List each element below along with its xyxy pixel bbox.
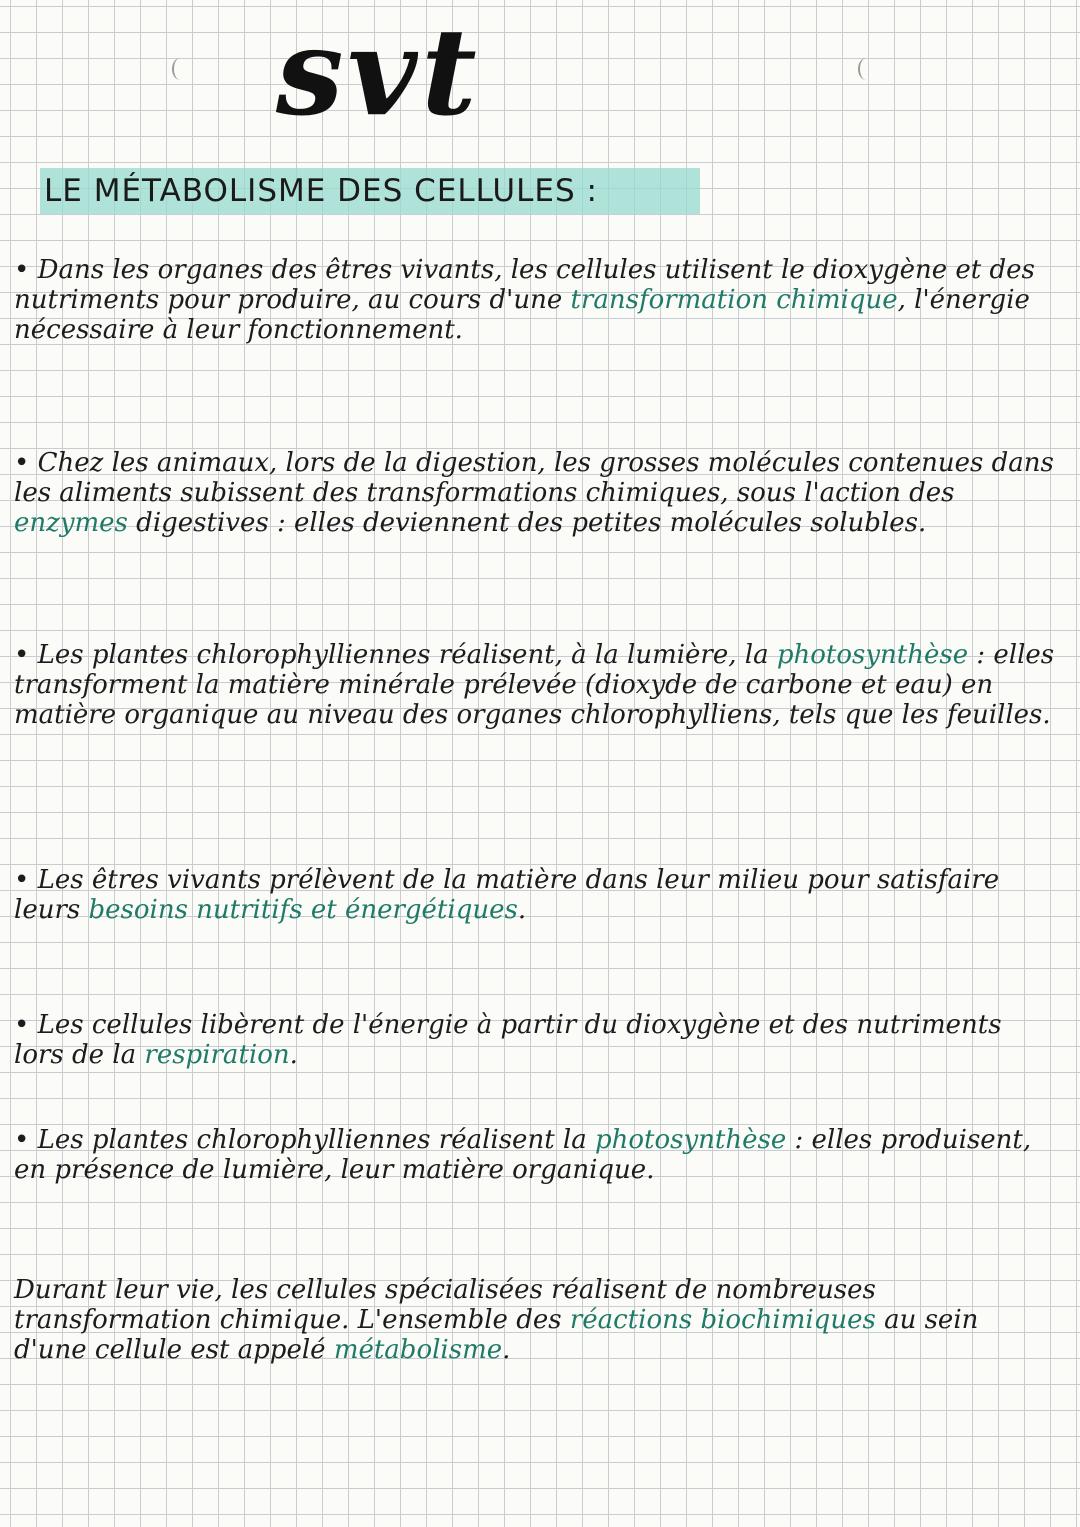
- paragraph-metabolism-definition: [14, 1275, 1059, 1365]
- paragraph-digestion: [14, 448, 1059, 538]
- bullet: •: [14, 640, 30, 670]
- text: Les êtres vivants prélèvent de la matière dans leur milieu pour satisfaire leurs: [14, 865, 1000, 925]
- keyword: métabolisme: [333, 1335, 503, 1365]
- bullet: •: [14, 255, 30, 285]
- paragraph-respiration: [14, 1010, 1059, 1070]
- paragraph-photosynthesis-detail: [14, 640, 1059, 730]
- page-title: svt: [276, 2, 481, 143]
- keyword: besoins nutritifs et énergétiques: [88, 895, 518, 925]
- binder-hole-right: [858, 58, 874, 80]
- keyword: transformation chimique: [570, 285, 898, 315]
- section-heading: LE MÉTABOLISME DES CELLULES :: [40, 168, 700, 214]
- text: Chez les animaux, lors de la digestion, les grosses molécules contenues dans les aliments subissent des transformations chimiques, sous l'action des: [14, 448, 1054, 508]
- text: digestives : elles deviennent des petites molécules solubles.: [127, 508, 927, 538]
- text: Les plantes chlorophylliennes réalisent la: [37, 1125, 595, 1155]
- bullet: •: [14, 1125, 30, 1155]
- keyword: enzymes: [14, 508, 128, 538]
- keyword: photosynthèse: [594, 1125, 787, 1155]
- text: .: [517, 895, 527, 925]
- text: .: [502, 1335, 511, 1365]
- text: .: [289, 1040, 298, 1070]
- text: Les plantes chlorophylliennes réalisent, à la lumière, la: [37, 640, 777, 670]
- text: : elles transforment la matière minérale prélevée (dioxyde de carbone et eau) en matière organique au niveau des organes chlorophylliens, tels que les feuilles.: [14, 640, 1055, 730]
- text: Dans les organes des êtres vivants, les cellules utilisent le dioxygène et des nutriments pour produire, au cours d'une: [14, 255, 1035, 315]
- paragraph-nutritional-needs: [14, 865, 1059, 925]
- bullet: •: [14, 1010, 30, 1040]
- keyword: photosynthèse: [776, 640, 969, 670]
- paragraph-photosynthesis-summary: [14, 1125, 1059, 1185]
- bullet: •: [14, 865, 30, 895]
- keyword: réactions biochimiques: [569, 1305, 876, 1335]
- bullet: •: [14, 448, 30, 478]
- text: au sein d'une cellule est appelé: [14, 1305, 979, 1365]
- text: : elles produisent, en présence de lumière, leur matière organique.: [14, 1125, 1032, 1185]
- keyword: respiration: [144, 1040, 290, 1070]
- text: , l'énergie nécessaire à leur fonctionnement.: [14, 285, 1030, 345]
- binder-hole-left: [172, 58, 188, 80]
- paragraph-energy-production: [14, 255, 1059, 345]
- text: Les cellules libèrent de l'énergie à partir du dioxygène et des nutriments lors de la: [14, 1010, 1002, 1070]
- text: Durant leur vie, les cellules spécialisées réalisent de nombreuses transformation chimique. L'ensemble des: [14, 1275, 876, 1335]
